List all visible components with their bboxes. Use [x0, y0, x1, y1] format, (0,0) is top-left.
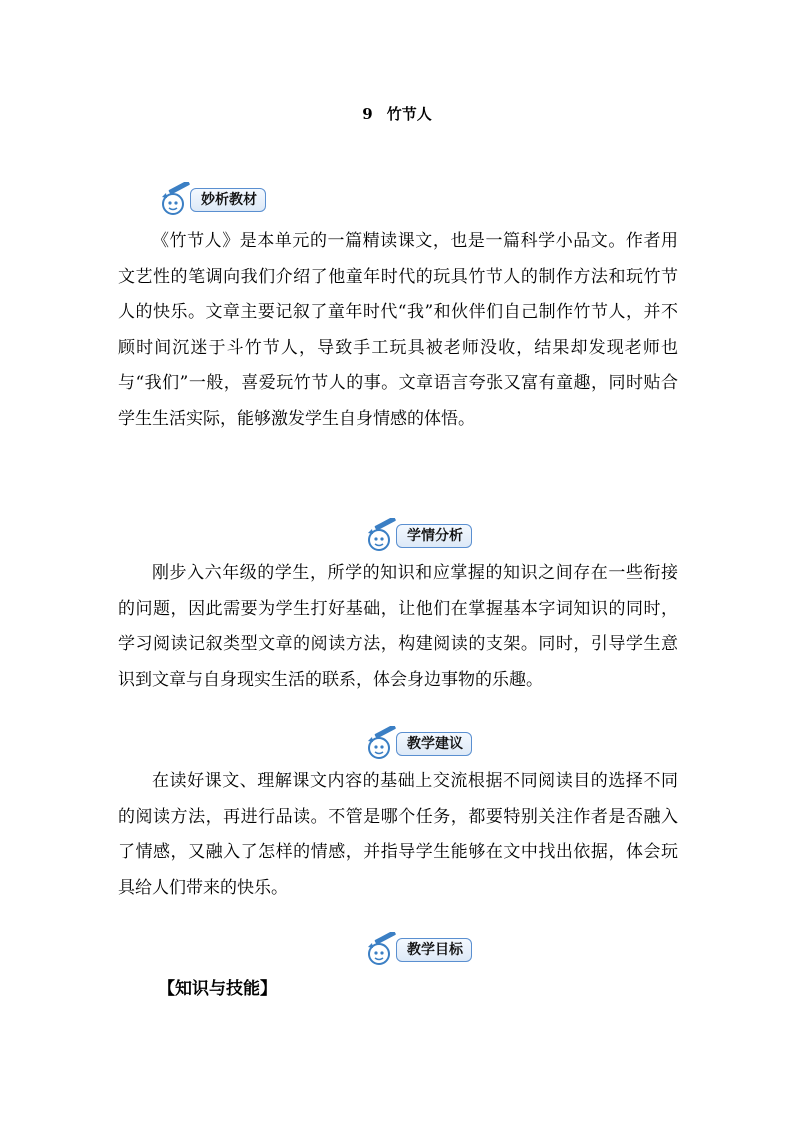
- section-paragraph-3: 在读好课文、理解课文内容的基础上交流根据不同阅读目的选择不同的阅读方法，再进行品读。不管是哪个任务，都要特别关注作者是否融入了情感，又融入了怎样的情感，并指导学生能够在文中找出依据，体会玩具给人们带来的快乐。: [118, 771, 678, 898]
- section-badge-label: 教学目标: [396, 938, 472, 962]
- section-badge-label: 妙析教材: [190, 188, 266, 212]
- section-badge-1: [158, 183, 266, 217]
- section-badge-2: [364, 519, 472, 553]
- pencil-mascot-icon: [158, 182, 196, 218]
- section-badge-label: 教学建议: [396, 732, 472, 756]
- pencil-mascot-icon: [364, 726, 402, 762]
- pencil-mascot-icon: [364, 518, 402, 554]
- section-badge-3: [364, 727, 472, 761]
- section-paragraph-2: 刚步入六年级的学生，所学的知识和应掌握的知识之间存在一些衔接的问题，因此需要为学生打好基础，让他们在掌握基本字词知识的同时，学习阅读记叙类型文章的阅读方法，构建阅读的支架。同时，引导学生意识到文章与自身现实生活的联系，体会身边事物的乐趣。: [118, 563, 678, 690]
- lesson-number: 9: [362, 105, 373, 123]
- section-paragraph-1: 《竹节人》是本单元的一篇精读课文，也是一篇科学小品文。作者用文艺性的笔调向我们介绍了他童年时代的玩具竹节人的制作方法和玩竹节人的快乐。文章主要记叙了童年时代“我”和伙伴们自己制作竹节人，并不顾时间沉迷于斗竹节人，导致手工玩具被老师没收，结果却发现老师也与“我们”一般，喜爱玩竹节人的事。文章语言夸张又富有童趣，同时贴合学生生活实际，能够激发学生自身情感的体悟。: [118, 231, 678, 429]
- pencil-mascot-icon: [364, 932, 402, 968]
- subheading-knowledge-skills: 【知识与技能】: [158, 979, 277, 999]
- lesson-name: 竹节人: [386, 105, 432, 123]
- section-badge-4: [364, 933, 472, 967]
- lesson-title: [0, 103, 794, 124]
- section-badge-label: 学情分析: [396, 524, 472, 548]
